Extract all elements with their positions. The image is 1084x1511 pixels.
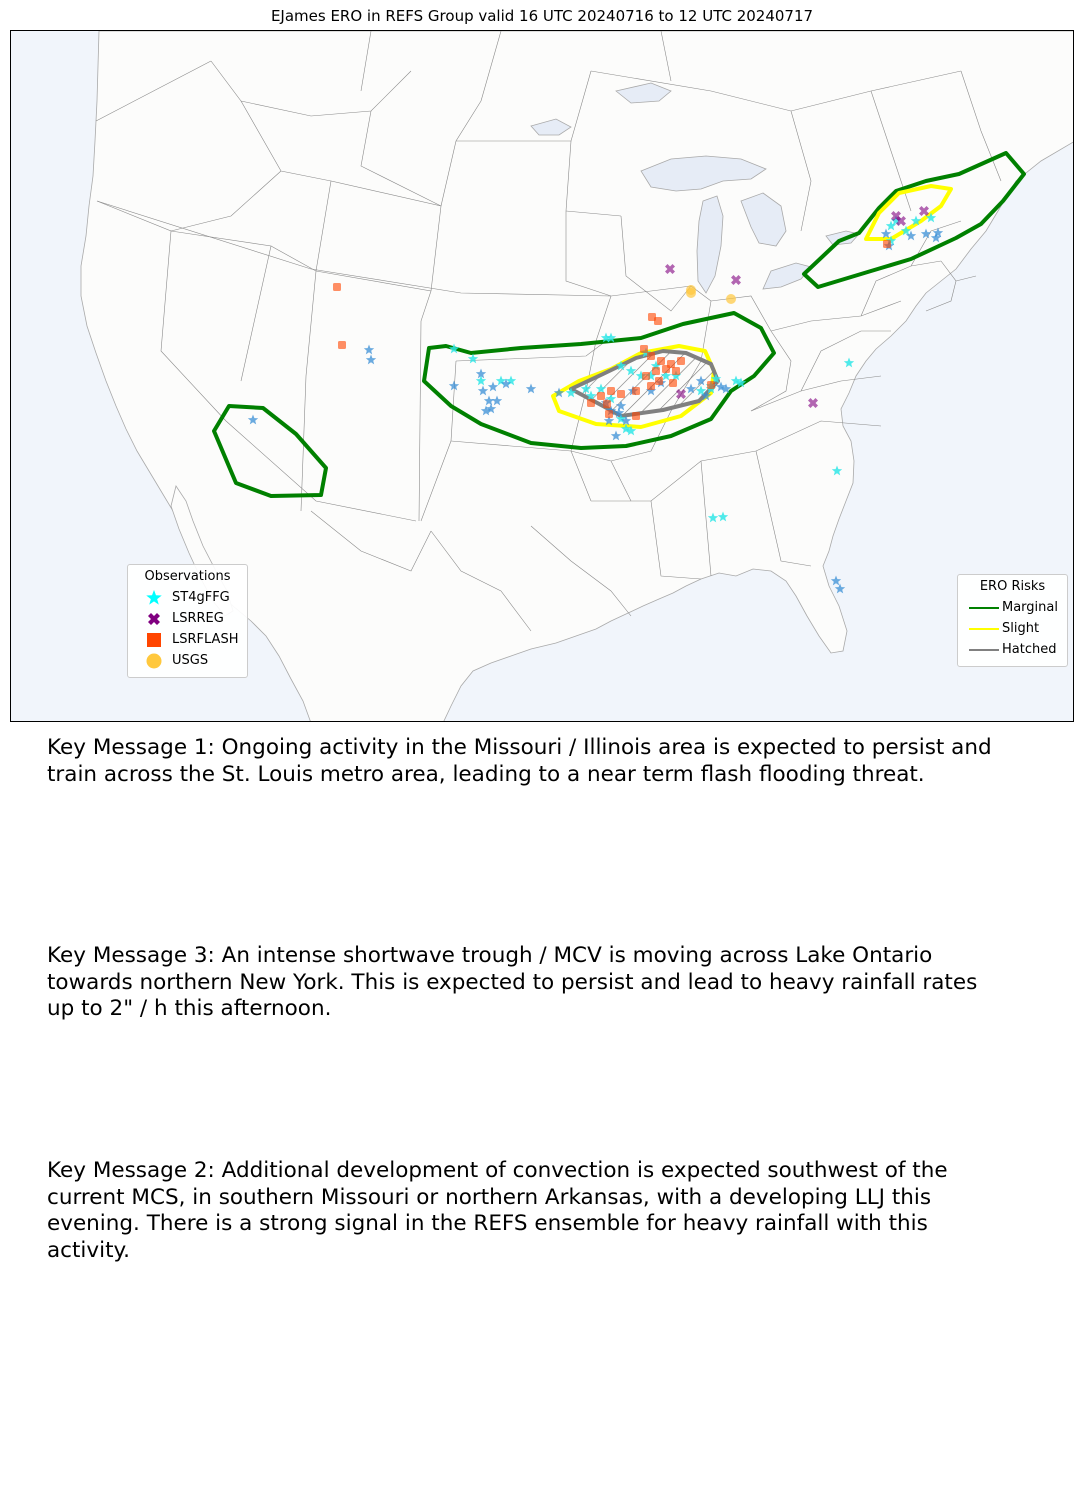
lsrflash-marker	[677, 357, 685, 365]
lsrflash-marker	[607, 387, 615, 395]
legend-item-usgs	[136, 650, 239, 671]
legend-item-st4gffg	[136, 587, 239, 608]
circle-icon	[136, 653, 172, 669]
lsrflash-marker	[642, 372, 650, 380]
legend-label-slight: Slight	[1002, 621, 1040, 636]
lsrflash-marker	[632, 387, 640, 395]
lsrflash-marker	[632, 412, 640, 420]
map-title: EJames ERO in REFS Group valid 16 UTC 20240716 to 12 UTC 20240717	[270, 7, 814, 25]
legend-label-st4gffg: ST4gFFG	[172, 590, 230, 605]
lsrflash-marker	[654, 317, 662, 325]
legend-label-usgs: USGS	[172, 653, 209, 668]
lsrflash-marker	[640, 345, 648, 353]
lsrflash-marker	[605, 410, 613, 418]
lsrflash-marker	[338, 341, 346, 349]
lsrflash-marker	[647, 352, 655, 360]
legend-item-hatched	[966, 639, 1059, 660]
x-mark-icon	[136, 611, 172, 627]
slight-line-swatch	[966, 628, 1002, 630]
ero-risks-legend	[957, 574, 1068, 667]
lsrflash-marker	[647, 382, 655, 390]
lsrflash-marker	[669, 379, 677, 387]
lsrflash-marker	[657, 357, 665, 365]
lsrflash-marker	[617, 390, 625, 398]
key-message-3: Key Message 3: An intense shortwave trough / MCV is moving across Lake Ontario towards northern New York. This is expected to persist and lead to heavy rainfall rates up to 2" / h this afternoon.	[47, 943, 978, 1021]
lsrflash-marker	[655, 377, 663, 385]
lsrflash-marker	[333, 283, 341, 291]
key-message-2: Key Message 2: Additional development of convection is expected southwest of the current MCS, in southern Missouri or northern Arkansas, with a developing LLJ this evening. There is a strong signal in the REFS ensemble for heavy rainfall with this activity.	[47, 1158, 948, 1263]
ero-legend-title: ERO Risks	[979, 579, 1046, 594]
lsrflash-marker	[597, 392, 605, 400]
legend-item-lsrflash	[136, 629, 239, 650]
legend-item-marginal	[966, 597, 1059, 618]
lsrflash-marker	[883, 240, 891, 248]
hatched-line-swatch	[966, 649, 1002, 651]
legend-item-lsrreg	[136, 608, 239, 629]
lsrflash-marker	[603, 400, 611, 408]
observations-legend-title: Observations	[144, 569, 231, 584]
legend-label-lsrreg: LSRREG	[172, 611, 224, 626]
lsrflash-marker	[662, 365, 670, 373]
legend-label-marginal: Marginal	[1002, 600, 1058, 615]
legend-label-lsrflash: LSRFLASH	[172, 632, 239, 647]
lsrflash-marker	[652, 367, 660, 375]
lsrflash-marker	[587, 399, 595, 407]
legend-label-hatched: Hatched	[1002, 642, 1057, 657]
key-message-1: Key Message 1: Ongoing activity in the Missouri / Illinois area is expected to persist and train across the St. Louis metro area, leading to a near term flash flooding threat.	[47, 735, 992, 787]
star-icon	[136, 589, 172, 607]
observations-legend	[127, 564, 248, 678]
square-icon	[136, 632, 172, 648]
marginal-line-swatch	[966, 607, 1002, 609]
legend-item-slight	[966, 618, 1059, 639]
lsrflash-marker	[707, 381, 715, 389]
usgs-marker	[726, 294, 736, 304]
lsrflash-marker	[672, 367, 680, 375]
usgs-marker	[686, 288, 696, 298]
